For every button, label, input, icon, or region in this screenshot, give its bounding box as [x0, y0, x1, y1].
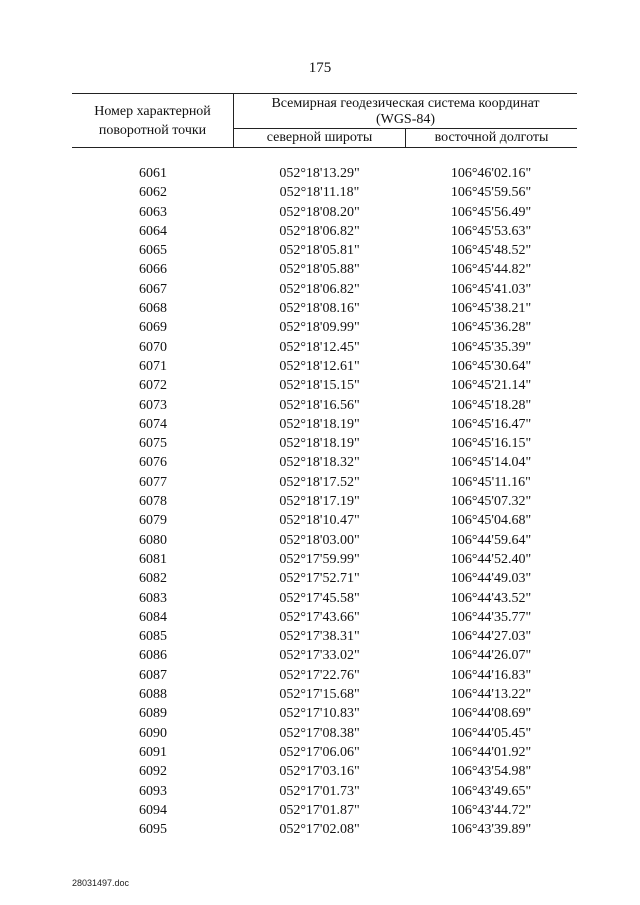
latitude: 052°18'18.19" [279, 416, 360, 432]
point-id: 6073 [139, 397, 167, 413]
point-id: 6088 [139, 687, 167, 703]
latitude: 052°18'06.82" [279, 223, 360, 239]
coordinate-system-header [234, 94, 577, 147]
system-line1: Всемирная геодезическая система координат [271, 96, 540, 111]
longitude: 106°43'54.98" [450, 764, 532, 780]
table-header [72, 93, 577, 148]
point-id: 6068 [139, 301, 167, 317]
point-id: 6075 [139, 436, 167, 452]
table-row [72, 627, 577, 646]
point-id: 6092 [139, 764, 167, 780]
longitude: 106°45'48.52" [450, 243, 532, 259]
table-row [72, 453, 577, 472]
latitude: 052°17'45.58" [279, 590, 360, 606]
latitude: 052°18'17.19" [279, 494, 360, 510]
table-row [72, 704, 577, 723]
point-id: 6069 [139, 320, 167, 336]
latitude: 052°18'17.52" [279, 474, 360, 490]
table-row [72, 183, 577, 202]
longitude: 106°44'01.92" [450, 744, 532, 760]
latitude: 052°17'43.66" [279, 609, 360, 625]
table-row [72, 396, 577, 415]
latitude: 052°18'18.19" [279, 436, 360, 452]
point-id: 6064 [139, 223, 167, 239]
table-row [72, 743, 577, 762]
point-id: 6076 [139, 455, 167, 471]
table-row [72, 531, 577, 550]
coordinates-table-header [72, 93, 577, 148]
point-id: 6089 [139, 706, 167, 722]
point-id: 6078 [139, 494, 167, 510]
table-row [72, 724, 577, 743]
latitude: 052°17'10.83" [279, 706, 360, 722]
table-row [72, 164, 577, 183]
table-row [72, 820, 577, 839]
table-row [72, 222, 577, 241]
latitude: 052°17'38.31" [279, 629, 360, 645]
page-number: 175 [308, 60, 332, 76]
longitude: 106°45'11.16" [451, 474, 531, 490]
latitude: 052°18'18.32" [279, 455, 360, 471]
latitude: 052°17'22.76" [279, 667, 360, 683]
longitude: 106°44'35.77" [450, 609, 532, 625]
latitude: 052°18'13.29" [279, 166, 360, 181]
table-row [72, 762, 577, 781]
longitude: 106°44'08.69" [450, 706, 532, 722]
point-id: 6094 [139, 802, 167, 818]
point-id: 6071 [139, 358, 167, 374]
table-row [72, 685, 577, 704]
longitude: 106°44'26.07" [450, 648, 532, 664]
point-id: 6091 [139, 744, 167, 760]
longitude: 106°45'41.03" [450, 281, 532, 297]
table-row [72, 318, 577, 337]
point-id: 6062 [139, 185, 167, 201]
latitude: 052°18'03.00" [279, 532, 360, 548]
system-title [234, 94, 577, 129]
latitude: 052°17'01.73" [279, 783, 360, 799]
latitude: 052°17'33.02" [279, 648, 360, 664]
point-id: 6067 [139, 281, 167, 297]
table-row [72, 203, 577, 222]
point-id: 6061 [139, 166, 167, 181]
latitude: 052°18'09.99" [279, 320, 360, 336]
point-id: 6077 [139, 474, 167, 490]
document-code: 28031497.doc [72, 878, 130, 888]
latitude: 052°18'05.81" [279, 243, 360, 259]
table-row [72, 241, 577, 260]
latitude: 052°18'15.15" [279, 378, 360, 394]
point-id: 6079 [139, 513, 167, 529]
table-row [72, 511, 577, 530]
point-id: 6093 [139, 783, 167, 799]
longitude: 106°44'59.64" [450, 532, 532, 548]
latitude: 052°18'06.82" [279, 281, 360, 297]
table-row [72, 434, 577, 453]
point-id: 6087 [139, 667, 167, 683]
longitude: 106°45'35.39" [450, 339, 532, 355]
coordinates-table-body [72, 164, 577, 839]
longitude: 106°45'30.64" [450, 358, 532, 374]
longitude: 106°43'39.89" [450, 822, 532, 838]
table-row [72, 376, 577, 395]
latitude: 052°17'15.68" [279, 687, 360, 703]
point-id: 6063 [139, 204, 167, 220]
point-id: 6066 [139, 262, 167, 278]
table-row [72, 338, 577, 357]
latitude: 052°18'05.88" [279, 262, 360, 278]
longitude: 106°44'05.45" [450, 725, 532, 741]
table-row [72, 357, 577, 376]
latitude: 052°18'11.18" [279, 185, 360, 201]
longitude: 106°45'36.28" [450, 320, 532, 336]
point-id: 6070 [139, 339, 167, 355]
point-id: 6065 [139, 243, 167, 259]
longitude: 106°46'02.16" [450, 166, 532, 181]
latitude: 052°17'08.38" [279, 725, 360, 741]
table-row [72, 492, 577, 511]
point-id: 6095 [139, 822, 167, 838]
table-row [72, 589, 577, 608]
latitude: 052°18'12.61" [279, 358, 360, 374]
table-row [72, 801, 577, 820]
point-label-line1: Номер характерной [94, 103, 211, 119]
latitude: 052°17'52.71" [279, 571, 360, 587]
table-row [72, 260, 577, 279]
point-id: 6081 [139, 551, 167, 567]
lon-header: восточной долготы [434, 130, 549, 145]
longitude: 106°44'16.83" [450, 667, 532, 683]
point-id: 6084 [139, 609, 167, 625]
longitude: 106°43'49.65" [450, 783, 532, 799]
point-id: 6074 [139, 416, 167, 432]
longitude: 106°44'52.40" [450, 551, 532, 567]
longitude: 106°45'04.68" [450, 513, 532, 529]
table-row [72, 646, 577, 665]
latitude: 052°18'12.45" [279, 339, 360, 355]
latitude: 052°17'06.06" [279, 744, 360, 760]
system-line2: (WGS-84) [375, 112, 436, 127]
latitude: 052°17'01.87" [279, 802, 360, 818]
longitude: 106°45'07.32" [450, 494, 532, 510]
latitude: 052°18'08.20" [279, 204, 360, 220]
longitude: 106°43'44.72" [450, 802, 532, 818]
table-row [72, 608, 577, 627]
table-row [72, 473, 577, 492]
longitude: 106°44'49.03" [450, 571, 532, 587]
longitude: 106°45'59.56" [450, 185, 532, 201]
latitude: 052°18'08.16" [279, 301, 360, 317]
longitude: 106°45'56.49" [450, 204, 532, 220]
subheader-row [234, 129, 577, 147]
longitude: 106°44'13.22" [450, 687, 532, 703]
latitude: 052°18'10.47" [279, 513, 360, 529]
point-id: 6082 [139, 571, 167, 587]
table-row [72, 569, 577, 588]
longitude: 106°45'18.28" [450, 397, 532, 413]
table-row [72, 666, 577, 685]
longitude: 106°45'16.47" [450, 416, 532, 432]
longitude: 106°45'53.63" [450, 223, 532, 239]
table-row [72, 415, 577, 434]
table-row [72, 299, 577, 318]
longitude: 106°44'27.03" [450, 629, 532, 645]
point-id: 6083 [139, 590, 167, 606]
longitude: 106°44'43.52" [450, 590, 532, 606]
latitude: 052°18'16.56" [279, 397, 360, 413]
point-id: 6085 [139, 629, 167, 645]
table-row [72, 782, 577, 801]
longitude: 106°45'44.82" [450, 262, 532, 278]
latitude: 052°17'03.16" [279, 764, 360, 780]
table-row [72, 550, 577, 569]
table-row [72, 280, 577, 299]
lat-header: северной широты [234, 129, 406, 147]
point-id: 6086 [139, 648, 167, 664]
point-number-header [72, 94, 234, 147]
longitude: 106°45'14.04" [450, 455, 532, 471]
longitude: 106°45'21.14" [450, 378, 532, 394]
latitude: 052°17'02.08" [279, 822, 360, 838]
point-id: 6090 [139, 725, 167, 741]
longitude: 106°45'16.15" [450, 436, 532, 452]
point-id: 6080 [139, 532, 167, 548]
point-id: 6072 [139, 378, 167, 394]
longitude: 106°45'38.21" [450, 301, 532, 317]
point-label-line2: поворотной точки [98, 122, 207, 138]
latitude: 052°17'59.99" [279, 551, 360, 567]
